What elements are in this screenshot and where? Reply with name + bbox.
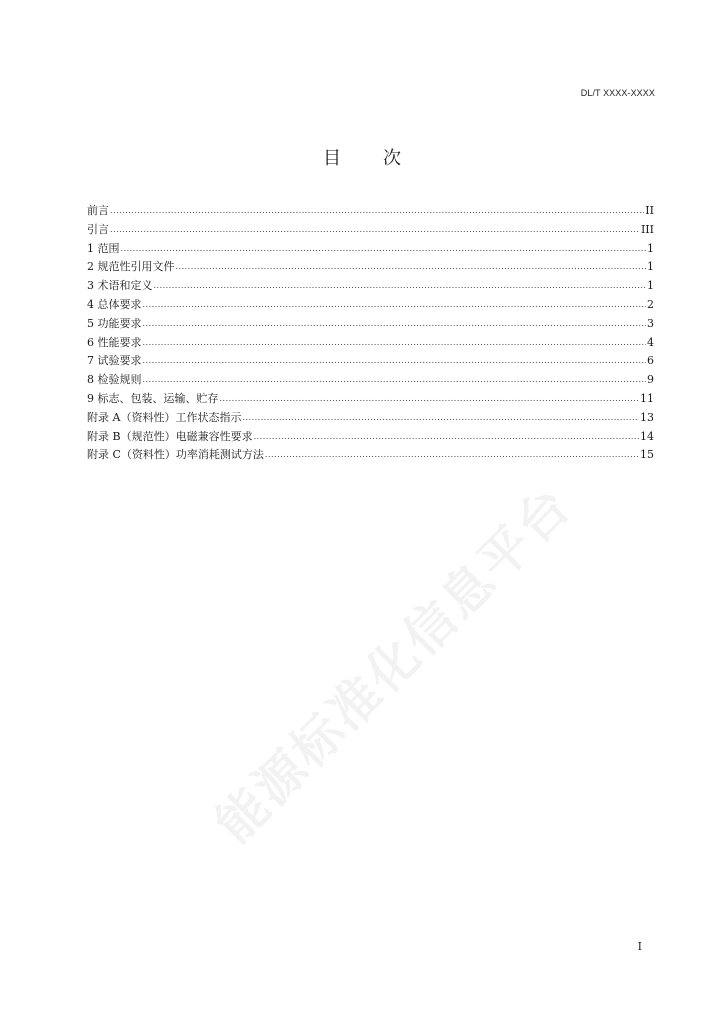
page-title	[0, 144, 724, 170]
toc-entry-label: 8 检验规则	[87, 373, 142, 387]
toc-dot-leader	[143, 352, 647, 371]
toc-entry-page: 4	[647, 335, 654, 349]
table-of-contents	[87, 202, 654, 465]
toc-dot-leader	[143, 315, 647, 334]
toc-entry-label: 5 功能要求	[87, 316, 142, 330]
toc-dot-leader	[220, 390, 640, 409]
toc-entry[interactable]	[87, 277, 654, 296]
toc-entry[interactable]	[87, 428, 654, 447]
toc-entry-page: III	[640, 222, 654, 236]
toc-entry[interactable]	[87, 352, 654, 371]
toc-entry-label: 前言	[87, 204, 109, 217]
toc-entry-label: 2 规范性引用文件	[87, 260, 175, 274]
toc-entry[interactable]	[87, 202, 654, 221]
toc-entry[interactable]	[87, 334, 654, 353]
toc-entry-page: 13	[640, 410, 654, 424]
toc-entry-page: 2	[647, 297, 654, 311]
toc-dot-leader	[143, 371, 647, 390]
toc-entry-page: 1	[647, 241, 654, 255]
toc-entry-page: 15	[640, 448, 654, 462]
toc-entry-label: 附录 A（资料性）工作状态指示	[87, 410, 242, 424]
toc-entry-page: 6	[647, 354, 654, 368]
toc-entry-label: 6 性能要求	[87, 335, 142, 349]
toc-entry-page: 14	[640, 429, 654, 443]
watermark: 能源标准化信息平台	[204, 475, 583, 854]
toc-entry-page: 11	[640, 391, 654, 405]
toc-dot-leader	[176, 258, 647, 277]
toc-dot-leader	[242, 409, 639, 428]
toc-entry-page: 1	[647, 260, 654, 274]
toc-dot-leader	[121, 240, 647, 259]
toc-dot-leader	[265, 446, 639, 465]
toc-dot-leader	[154, 277, 647, 296]
toc-entry[interactable]	[87, 221, 654, 240]
toc-entry[interactable]	[87, 390, 654, 409]
toc-entry-page: 9	[647, 373, 654, 387]
toc-entry[interactable]	[87, 240, 654, 259]
toc-entry-label: 3 术语和定义	[87, 279, 153, 293]
toc-entry-label: 1 范围	[87, 241, 120, 255]
toc-entry[interactable]	[87, 258, 654, 277]
toc-dot-leader	[143, 334, 647, 353]
toc-entry-label: 9 标志、包装、运输、贮存	[87, 391, 219, 405]
toc-entry-label: 附录 B（规范性）电磁兼容性要求	[87, 429, 253, 443]
title-char-left: 目	[323, 148, 341, 169]
toc-entry-page: 1	[647, 279, 654, 293]
toc-entry-label: 4 总体要求	[87, 297, 142, 311]
toc-entry[interactable]	[87, 315, 654, 334]
toc-entry-label: 引言	[87, 222, 109, 236]
toc-dot-leader	[110, 202, 644, 221]
toc-entry-page: 3	[647, 316, 654, 330]
toc-entry-label: 7 试验要求	[87, 354, 142, 368]
toc-entry-label: 附录 C（资料性）功率消耗测试方法	[87, 448, 264, 462]
toc-dot-leader	[110, 221, 640, 240]
toc-entry[interactable]	[87, 409, 654, 428]
toc-entry[interactable]	[87, 446, 654, 465]
title-char-right: 次	[383, 148, 401, 169]
toc-entry[interactable]	[87, 371, 654, 390]
toc-entry[interactable]	[87, 296, 654, 315]
toc-dot-leader	[143, 296, 647, 315]
toc-entry-page: II	[645, 204, 654, 217]
toc-dot-leader	[254, 428, 639, 447]
page-number: I	[637, 940, 642, 953]
document-code: DL/T XXXX-XXXX	[580, 88, 655, 98]
